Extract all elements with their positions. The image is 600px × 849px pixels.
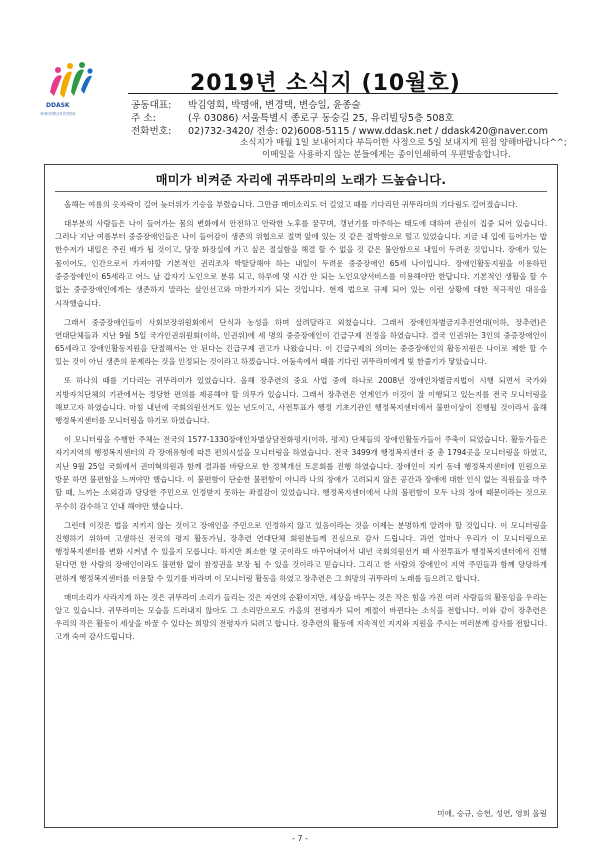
article-headline: 매미가 비켜준 자리에 귀뚜라미의 노래가 드높습니다. bbox=[155, 173, 447, 187]
article-paragraph: 대부분의 사람들은 나이 들어가는 몸의 변화에서 안전하고 안락한 노후를 꿈꾸며, 갱년기를 마주하는 태도에 대하여 관심이 집중 되어 있습니다. 그러나 지난 여름부터 중증장애인들은 나이 들어감이 생존의 위협으로 절벽 앞에 있는 것 같은 절박함으로 떨고 있었습니다. 지금 내 입에 들어가는 밥 한수저가 내일은 주린 배가 될 것이고, 당장 화장실에 가고 싶은 절실함을 해결 할 수 없을 것 같은 불안함으로 내일이 두려운 것입니다. 장애가 있는 몸이어도, 인간으로서 가져야할 기본적인 권리조차 박탈당해야 하는 내일이 두려운 중증장애인 65세 나이입니다. 장애인활동지원을 이용하던 중증장애인이 65세라고 어느 날 갑자기 노인으로 분류 되고, 하루에 몇 시간 안 되는 노인요양서비스를 이용해야만 한답니다. 기본적인 생활을 할 수 없는 중증장애인에게는 생존하지 말라는 살인선고와 마찬가지가 되는 것입니다. 현재 법으로 규제 되어 있는 이런 상황에 대한 적극적인 대응을 시작했습니다. bbox=[55, 218, 547, 308]
organization-logo bbox=[40, 62, 122, 144]
info-label: 공동대표: bbox=[131, 100, 172, 111]
notice-line-1: 소식지가 매월 1일 보내어지다 부득이한 사정으로 5일 보내지게 된점 양해바랍니다^^; bbox=[240, 138, 567, 148]
info-value: (우 03086) 서울특별시 종로구 동숭길 25, 유리빌딩5층 508호 bbox=[188, 113, 454, 124]
info-value: 박김영희, 박명애, 변경택, 변승일, 윤종술 bbox=[188, 100, 361, 111]
article-paragraph: 이 모니터링을 수행한 주체는 전국의 1577-1330장애인차별상담전화평지(이하, 평지) 단체들의 장애인활동가들이 주축이 되었습니다. 활동가들은 자기지역의 행정복지센터의 각 장애유형에 따른 편의시설을 모니터링을 하였습니다. 전국 3499개 행정복지센터 중 총 1794곳을 모니터링을 하였고, 지난 9월 25일 국회에서 권미혁의원과 함께 결과를 바탕으로 한 정책개선 토론회를 진행 하였습니다. 장애인이 지키 동네 행정복지센터에 민원으로 방문 하면 불편함을 느껴야만 했습니다. 이 불편함이 단순한 불편함이 아니라 나의 장애가 고려되지 않은 공간과 장애에 대한 인식 없는 직원들을 마주 할 때, 느끼는 소외감과 당당한 주민으로 인정받지 못하는 좌절감이 있었습니다. 행정복지센터에서 나의 불편함이 모두 나의 장애 때문이라는 것으로 무수히 감수하고 인내 해야만 했습니다. bbox=[55, 435, 547, 511]
info-label: 전화번호: bbox=[131, 126, 172, 137]
headline-divider bbox=[55, 191, 547, 192]
info-label: 주 소: bbox=[131, 113, 156, 124]
newsletter-title: 2019년 소식지 (10월호) bbox=[190, 71, 461, 96]
article-body bbox=[55, 198, 547, 649]
notice-line-2: 이메일을 사용하지 않는 분들에게는 종이인쇄하여 우편발송합니다. bbox=[262, 150, 511, 160]
title-divider bbox=[128, 93, 558, 94]
article-box bbox=[44, 164, 558, 828]
article-paragraph: 그래서 중증장애인들이 사회보장위원회에서 단식과 농성을 하며 살려달라고 외쳤습니다. 그래서 장애인차별금지추진연대(이하, 장추련)은 연대단체들과 지난 9월 5일 국가인권위원회(이하, 인권위)에 세 명의 중증장애인이 긴급구제 진정을 하였습니다. 결국 인권위는 3인의 중증장애인이 65세라고 장애인활동지원을 단절해서는 안 된다는 긴급구제 권고가 나왔습니다. 이 긴급구제의 의미는 중증장애인의 활동지원은 나이로 제한 할 수 있는 것이 아닌 생존의 문제라는 것을 인정되는 것이라고 하겠습니다. 어둠속에서 때를 기다린 귀뚜라미에게 빛 한줄기가 닿았습니다. bbox=[55, 317, 547, 367]
page-number: - 7 - bbox=[292, 834, 308, 843]
info-representatives bbox=[131, 97, 361, 111]
info-value: 02)732-3420/ 전송: 02)6008-5115 / www.ddask.net / ddask420@naver.com bbox=[188, 126, 548, 137]
article-paragraph: 또 하나의 때를 기다리는 귀뚜라미가 있었습니다. 올해 장추련의 중요 사업 중에 하나로 2008년 장애인차별금지법이 시행 되면서 국가와 지방자치단체의 기관에서는 정당한 편의를 제공해야 할 의무가 있습니다. 그래서 장추련은 연계인가 이것이 잘 이행되고 있는지를 전국 모니터링을 해보고자 하였습니다. 마침 내년에 국회의원선거도 있는 년도이고, 사전투표가 행정 기초기관인 행정복지센터에서 불반이상이 진행될 것이라서 올해 행정복지센터를 모니터링을 하기로 하였습니다. bbox=[55, 376, 547, 426]
article-paragraph: 그런데 이것은 법을 지키지 않는 것이고 장애인을 주민으로 인정하지 않고 있음이라는 것을 이제는 분명하게 알려야 할 것입니다. 이 모니터링을 진행하기 위하여 고생하신 전국의 평지 활동가님, 장추련 연대단체 회원분들께 진심으로 감사 드립니다. 과연 얼마나 우리가 이 모니터링으로 행정복지센터를 변화 시켜낼 수 있을지 모릅니다. 하지만 최소한 몇 곳이라도 바꾸어내어서 내년 국회의원선거 때 사전투표가 행정복지센터에서 진행 된다면 한 사람의 장애인이라도 불편함 없이 참정권을 보장 될 수 있을 것이라고 믿습니다. 그리고 한 사람의 장애인이 지역 주민들과 함께 당당하게 편하게 행정복지센터를 이용할 수 있기를 바라며 이 모니터링 활동을 하였고 장추련은 그 희망의 귀뚜라미 노래를 들으려고 합니다. bbox=[55, 520, 547, 583]
info-contact bbox=[131, 123, 548, 137]
logo-figures-icon bbox=[44, 62, 94, 104]
article-paragraph: 매미소리가 사라지게 하는 것은 귀뚜라미 소리가 들리는 것은 자연의 순환이지만, 세상을 바꾸는 것은 작은 힘을 가진 여러 사람들의 활동임을 우리는 알고 있습니다. 귀뚜라미는 모습을 드러내지 않아도 그 소리만으로도 가을의 전령자가 되어 계절이 바뀐다는 소식을 전합니다. 이와 같이 장추련은 우리의 작은 활동이 세상을 바꿀 수 있다는 희망의 전령자가 되려고 합니다. 장추련의 활동에 지속적인 지지와 지원을 주시는 여러분께 감사를 전합니다. 고개 숙여 감사드립니다. bbox=[55, 592, 548, 642]
logo-org-name: DDASK bbox=[46, 102, 70, 109]
article-paragraph: 올해는 여름의 옷자락이 길어 늦더위가 기승을 부렸습니다. 그만큼 매미소리도 더 길었고 때를 기다리던 귀뚜라미의 기다림도 길어졌습니다. bbox=[64, 200, 518, 209]
info-address bbox=[131, 110, 454, 124]
article-signature: 미애, 승규, 승헌, 성연, 영희 올림 bbox=[437, 809, 547, 818]
logo-subtitle: 장애인차별금지추진연대 bbox=[40, 112, 75, 116]
